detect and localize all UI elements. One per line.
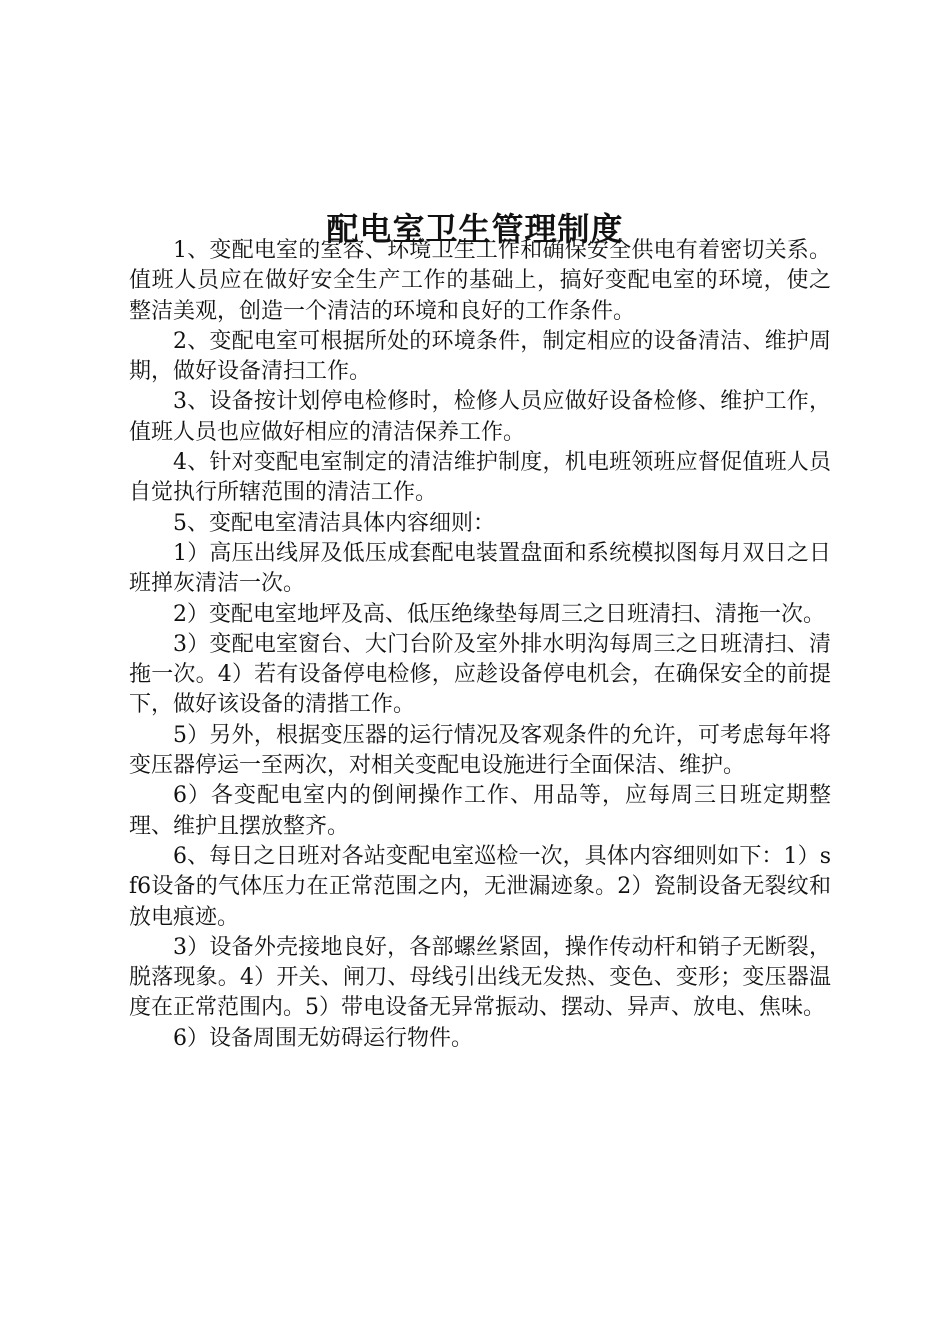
document-body <box>129 236 831 1054</box>
paragraph-2: 2、变配电室可根据所处的环境条件，制定相应的设备清洁、维护周期，做好设备清扫工作。 <box>129 328 831 385</box>
paragraph-9: 5）另外，根据变压器的运行情况及客观条件的允许，可考虑每年将变压器停运一至两次，对相关变配电设施进行全面保洁、维护。 <box>129 722 831 779</box>
paragraph-3: 3、设备按计划停电检修时，检修人员应做好设备检修、维护工作，值班人员也应做好相应的清洁保养工作。 <box>129 389 831 445</box>
paragraph-12: 3）设备外壳接地良好，各部螺丝紧固，操作传动杆和销子无断裂，脱落现象。4）开关、闸刀、母线引出线无发热、变色、变形；变压器温度在正常范围内。5）带电设备无异常振动、摆动、异声、放电、焦味。 <box>129 934 831 1021</box>
paragraph-4: 4、针对变配电室制定的清洁维护制度，机电班领班应督促值班人员自觉执行所辖范围的清洁工作。 <box>129 450 831 506</box>
paragraph-1: 1、变配电室的室容、环境卫生工作和确保安全供电有着密切关系。值班人员应在做好安全生产工作的基础上，搞好变配电室的环境，使之整洁美观，创造一个清洁的环境和良好的工作条件。 <box>129 238 831 324</box>
paragraph-8: 3）变配电室窗台、大门台阶及室外排水明沟每周三之日班清扫、清拖一次。4）若有设备停电检修，应趁设备停电机会，在确保安全的前提下，做好该设备的清揩工作。 <box>129 631 831 718</box>
document-title: 配电室卫生管理制度 <box>326 210 624 249</box>
paragraph-11: 6、每日之日班对各站变配电室巡检一次，具体内容细则如下：1）sf6设备的气体压力在正常范围之内，无泄漏迹象。2）瓷制设备无裂纹和放电痕迹。 <box>129 843 831 930</box>
paragraph-6: 1）高压出线屏及低压成套配电装置盘面和系统模拟图每月双日之日班掸灰清洁一次。 <box>129 540 831 597</box>
paragraph-13: 6）设备周围无妨碍运行物件。 <box>173 1025 473 1051</box>
paragraph-5: 5、变配电室清洁具体内容细则： <box>173 510 495 536</box>
paragraph-7: 2）变配电室地坪及高、低压绝缘垫每周三之日班清扫、清拖一次。 <box>173 601 825 627</box>
paragraph-10: 6）各变配电室内的倒闸操作工作、用品等，应每周三日班定期整理、维护且摆放整齐。 <box>129 783 831 839</box>
